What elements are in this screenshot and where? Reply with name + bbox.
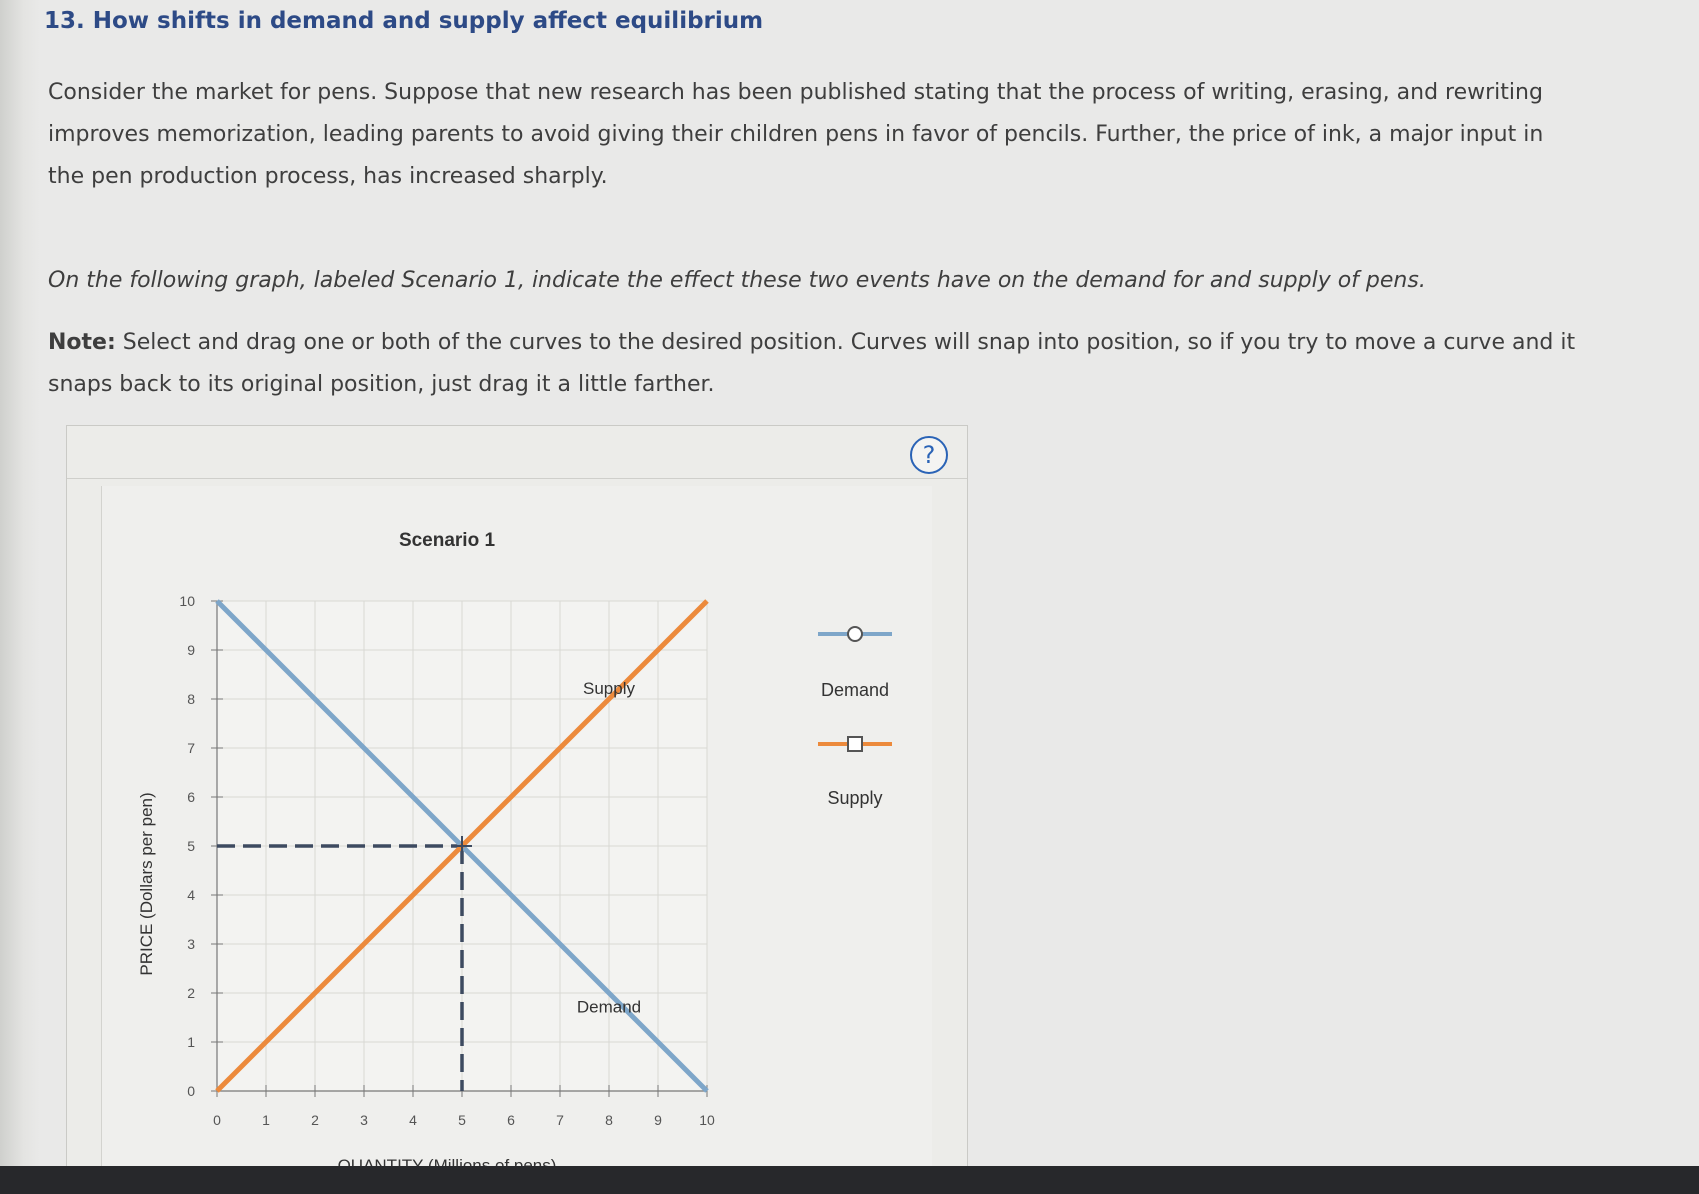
y-tick-label: 3 (187, 936, 195, 952)
note-paragraph (48, 322, 1608, 406)
chart-title: Scenario 1 (398, 530, 496, 551)
legend-demand-circle-icon (848, 627, 862, 641)
x-tick-label: 8 (605, 1112, 613, 1128)
x-tick-label: 9 (654, 1112, 662, 1128)
y-tick-label: 5 (187, 838, 195, 854)
dark-bottom-edge (0, 1166, 1699, 1194)
y-tick-label: 6 (187, 789, 195, 805)
y-tick-label: 8 (187, 691, 195, 707)
y-axis-label: PRICE (Dollars per pen) (137, 792, 156, 976)
note-label: Note: (48, 330, 116, 355)
graph-toolbar (67, 426, 967, 479)
instruction-paragraph: On the following graph, labeled Scenario 1, indicate the effect these two events have on the demand for and supply of pens. (48, 268, 1426, 293)
scenario-chart[interactable] (102, 486, 932, 1186)
graph-panel (66, 425, 968, 1187)
legend-supply[interactable] (818, 737, 892, 808)
legend-demand[interactable] (818, 627, 892, 700)
y-tick-label: 0 (187, 1083, 195, 1099)
y-tick-label: 2 (187, 985, 195, 1001)
chart-area (101, 486, 932, 1186)
x-tick-label: 5 (458, 1112, 466, 1128)
x-tick-label: 2 (311, 1112, 319, 1128)
screen-left-edge (0, 0, 40, 1194)
question-paragraph: Consider the market for pens. Suppose that new research has been published stating that the process of writing, erasing, and rewriting improves memorization, leading parents to avoid giving their children pens in favor of pencils. Further, the price of ink, a major input in the pen production process, has increased sharply. (48, 80, 1544, 189)
plot-area (179, 593, 715, 1128)
y-tick-label: 7 (187, 740, 195, 756)
x-tick-label: 7 (556, 1112, 564, 1128)
help-button[interactable]: ? (910, 436, 948, 474)
x-tick-label: 6 (507, 1112, 515, 1128)
y-tick-label: 4 (187, 887, 195, 903)
y-tick-label: 9 (187, 642, 195, 658)
legend-demand-label: Demand (820, 680, 890, 700)
y-tick-label: 10 (179, 593, 195, 609)
supply-curve-label: Supply (583, 679, 635, 699)
note-text: Select and drag one or both of the curves to the desired position. Curves will snap into position, so if you try to move a curve and it snaps back to its original position, just drag it a little farther. (48, 330, 1576, 397)
x-tick-label: 3 (360, 1112, 368, 1128)
x-tick-label: 10 (699, 1112, 715, 1128)
x-tick-label: 0 (213, 1112, 221, 1128)
legend-supply-label: Supply (827, 788, 883, 808)
y-tick-label: 1 (187, 1034, 195, 1050)
x-tick-label: 1 (262, 1112, 270, 1128)
demand-curve-label: Demand (576, 997, 642, 1017)
x-tick-label: 4 (409, 1112, 417, 1128)
question-heading: 13. How shifts in demand and supply affect equilibrium (44, 8, 764, 34)
legend-supply-square-icon (848, 737, 862, 751)
